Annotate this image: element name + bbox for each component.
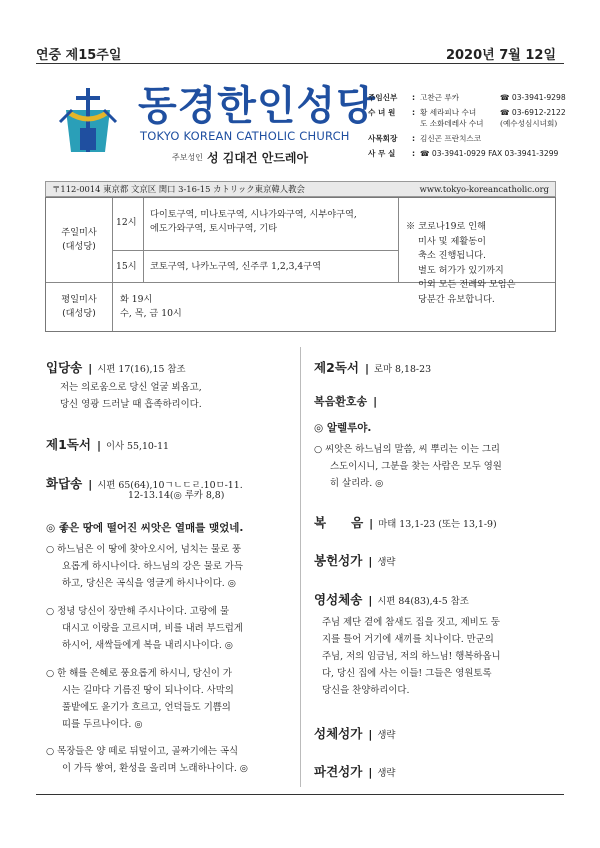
- psalm-verse: ○ 한 해를 은혜로 풍요롭게 하시니, 당신이 가 시는 길마다 기름진 땅이 되나이다. 사막의 풀밭에도 윤기가 흐르고, 언덕들도 기쁨의 띠를 두르나이다. ◎: [46, 668, 234, 730]
- weekday-mass-label: 평일미사 (대성당): [61, 294, 97, 319]
- contact-row: [368, 118, 557, 129]
- mass-time-12: 12시: [116, 217, 137, 228]
- address-bar: [45, 181, 556, 197]
- psalm-verse: ○ 하느님은 이 땅에 찾아오시어, 넘치는 물로 풍 요롭게 하시나이다. 하느님의 강은 물로 가득 하고, 당신은 곡식을 영글게 하시나이다. ◎: [46, 544, 243, 589]
- second-reading-heading: 제2독서 | 로마 8,18-23: [314, 360, 432, 375]
- contact-row: [368, 148, 558, 159]
- recessional-hymn-heading: 파견성가 | 생략: [314, 764, 396, 779]
- contact-label: 사목회장: [368, 134, 398, 143]
- week-label: 연중 제15주일: [36, 48, 122, 63]
- contact-name: ☎ 03-3941-0929 FAX 03-3941-3299: [420, 149, 559, 158]
- entrance-antiphon-text: 저는 의로움으로 당신 얼굴 뵈옵고, 당신 영광 드러날 때 흡족하리이다.: [60, 382, 202, 410]
- contact-phone: ☎ 03-3941-9298: [500, 93, 566, 102]
- psalm-verse: ○ 목장들은 양 떼로 뒤덮이고, 골짜기에는 곡식 이 가득 쌓여, 환성을 올리며 노래하나이다. ◎: [46, 746, 248, 774]
- weekday-mass-times: 화 19시 수, 목, 금 10시: [120, 294, 182, 319]
- offertory-hymn-heading: 봉헌성가 | 생략: [314, 553, 396, 568]
- mass-schedule-table: [45, 197, 556, 332]
- contact-name: 김신곤 프란치스코: [420, 134, 482, 143]
- mass-areas-15: 코토구역, 나카노구역, 신주쿠 1,2,3,4구역: [150, 261, 321, 272]
- church-website-link[interactable]: www.tokyo-koreancatholic.org: [419, 184, 549, 194]
- header-rule: [36, 63, 564, 64]
- contact-row: [368, 92, 566, 103]
- first-reading-heading: 제1독서 | 이사 55,10-11: [46, 437, 169, 452]
- date-label: 2020년 7월 12일: [445, 48, 556, 63]
- church-subtitle: TOKYO KOREAN CATHOLIC CHURCH: [140, 129, 350, 143]
- gospel-heading: 복 음 | 마태 13,1-23 (또는 13,1-9): [314, 515, 497, 530]
- patron-name: 성 김대건 안드레아: [207, 151, 309, 165]
- mass-time-15: 15시: [116, 261, 137, 272]
- church-title: 동경한인성당: [138, 83, 376, 129]
- mass-areas-12: 다이토구역, 미나토구역, 시나가와구역, 시부야구역, 에도가와구역, 토시마구역, 기타: [150, 209, 357, 234]
- communion-antiphon-heading: 영성체송 | 시편 84(83),4-5 참조: [314, 592, 469, 607]
- psalm-refrain: ◎ 좋은 땅에 떨어진 씨앗은 열매를 맺었네.: [46, 522, 244, 534]
- psalm-verse: ○ 정녕 당신이 장만해 주시나이다. 고랑에 물 대시고 이랑을 고르시며, 비를 내려 부드럽게 하시어, 새싹들에게 복을 내리시나이다. ◎: [46, 606, 243, 651]
- contact-phone: ☎ 03-6912-2122: [500, 108, 566, 117]
- covid-notice: ※ 코로나19로 인해 미사 및 제활동이 축소 진행됩니다. 별도 허가가 있기까지 이외 모든 전례와 모임은 당분간 유보합니다.: [406, 221, 516, 305]
- contact-sep: :: [412, 108, 416, 117]
- contact-sep: :: [412, 93, 416, 102]
- contact-name: 황 세라피나 수녀: [420, 108, 477, 117]
- contact-sep: :: [412, 149, 416, 158]
- contact-phone: (예수성심시녀회): [500, 119, 558, 128]
- contact-name: 고찬근 루카: [420, 93, 460, 102]
- alleluia-refrain: ◎ 알렐루야.: [314, 422, 372, 434]
- contact-name: 도 소화데레사 수녀: [420, 119, 484, 128]
- footer-rule: [36, 794, 564, 795]
- contact-label: 주임신부: [368, 93, 398, 102]
- communion-antiphon-text: 주님 제단 곁에 참새도 집을 짓고, 제비도 둥 지를 틀어 거기에 새끼를 치나이다. 만군의 주님, 저의 임금님, 저의 하느님! 행복하옵니 다, 당신 집에 사는 이들! 그들은 영원토록 당신을 찬양하리이다.: [322, 617, 501, 696]
- contact-row: [368, 107, 566, 118]
- contact-label: 사 무 실: [368, 149, 396, 158]
- communion-hymn-heading: 성체성가 | 생략: [314, 726, 396, 741]
- entrance-antiphon-heading: 입당송 | 시편 17(16),15 참조: [46, 360, 186, 375]
- sunday-mass-label: 주일미사 (대성당): [61, 227, 97, 252]
- gospel-acclamation-heading: 복음환호송 |: [314, 395, 378, 408]
- column-divider: [300, 347, 301, 787]
- alleluia-verse: ○ 씨앗은 하느님의 말씀, 씨 뿌리는 이는 그리 스도이시니, 그분을 찾는 사람은 모두 영원 히 살리라. ◎: [314, 444, 502, 489]
- contact-row: [368, 133, 481, 144]
- contact-label: 수 녀 원: [368, 108, 396, 117]
- psalm-ref-cont: 12-13.14(◎ 루카 8,8): [128, 490, 225, 501]
- psalm-heading: 화답송 | 시편 65(64),10ㄱㄴㄷㄹ.10ㅁ-11.: [46, 476, 243, 491]
- patron-label: 주보성인: [172, 153, 203, 162]
- contact-sep: :: [412, 134, 416, 143]
- church-address: 〒112-0014 東京都 文京区 関口 3-16-15 カトリック東京韓人教会: [52, 184, 305, 194]
- church-logo-icon: [58, 82, 118, 156]
